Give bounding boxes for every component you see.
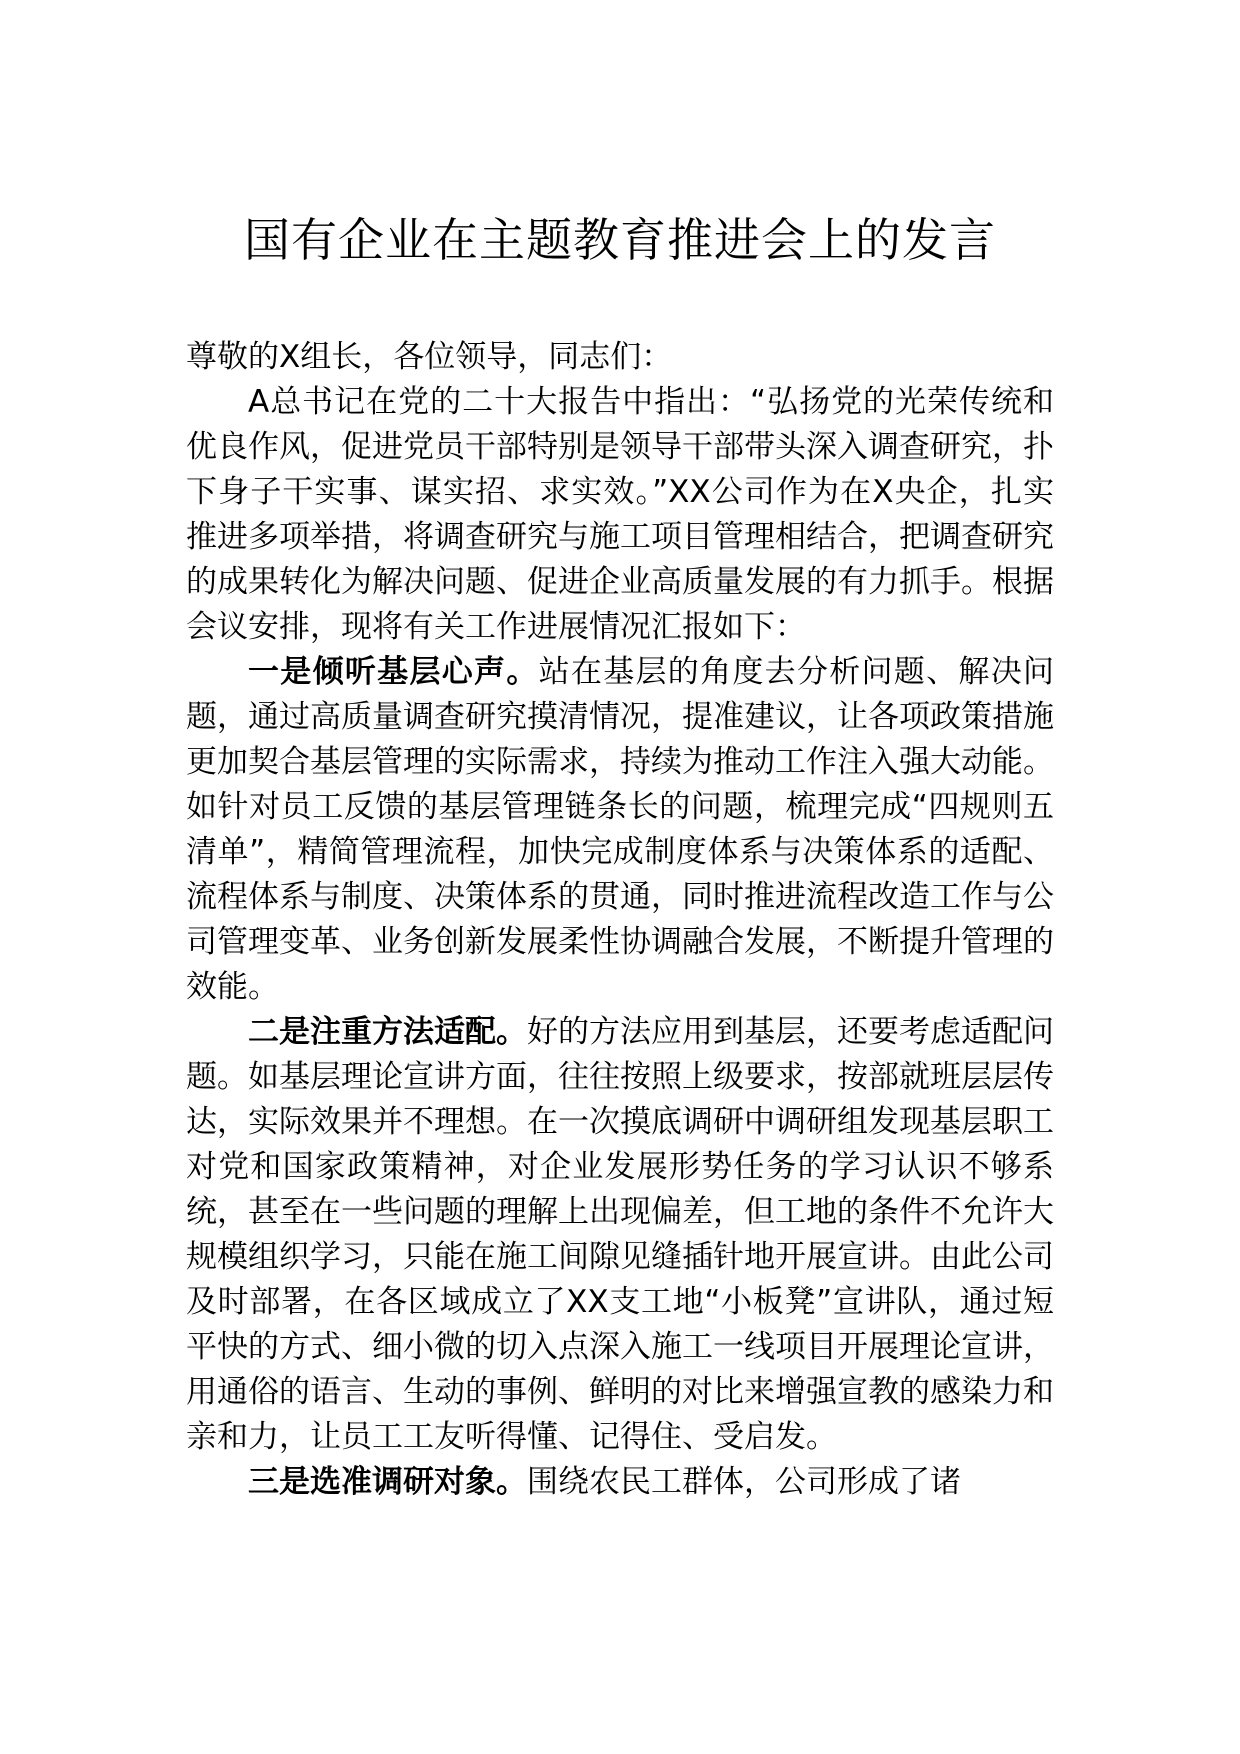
salutation: 尊敬的X组长，各位领导，同志们： bbox=[186, 339, 673, 375]
section-paragraph-1 bbox=[186, 650, 1054, 1010]
section-paragraph-2 bbox=[186, 1010, 1054, 1460]
intro-paragraph: A总书记在党的二十大报告中指出：“弘扬党的光荣传统和优良作风，促进党员干部特别是领导干部带头深入调查研究，扑下身子干实事、谋实招、求实效。”XX公司作为在X央企，扎实推进多项举措，将调查研究与施工项目管理相结合，把调查研究的成果转化为解决问题、促进企业高质量发展的有力抓手。根据会议安排，现将有关工作进展情况汇报如下： bbox=[186, 384, 1054, 645]
section-text-3: 围绕农民工群体，公司形成了诸 bbox=[527, 1464, 961, 1500]
document-body bbox=[186, 335, 1054, 1505]
section-text-2: 好的方法应用到基层，还要考虑适配问题。如基层理论宣讲方面，往往按照上级要求，按部就班层层传达，实际效果并不理想。在一次摸底调研中调研组发现基层职工对党和国家政策精神，对企业发展形势任务的学习认识不够系统，甚至在一些问题的理解上出现偏差，但工地的条件不允许大规模组织学习，只能在施工间隙见缝插针地开展宣讲。由此公司及时部署，在各区域成立了XX支工地“小板凳”宣讲队，通过短平快的方式、细小微的切入点深入施工一线项目开展理论宣讲，用通俗的语言、生动的事例、鲜明的对比来增强宣教的感染力和亲和力，让员工工友听得懂、记得住、受启发。 bbox=[186, 1014, 1054, 1455]
section-heading-2: 二是注重方法适配。 bbox=[248, 1014, 527, 1050]
section-heading-3: 三是选准调研对象。 bbox=[248, 1464, 527, 1500]
page-title: 国有企业在主题教育推进会上的发言 bbox=[244, 213, 996, 267]
section-paragraph-3 bbox=[186, 1460, 1054, 1505]
section-text-1: 站在基层的角度去分析问题、解决问题，通过高质量调查研究摸清情况，提准建议，让各项政策措施更加契合基层管理的实际需求，持续为推动工作注入强大动能。如针对员工反馈的基层管理链条长的问题，梳理完成“四规则五清单”，精简管理流程，加快完成制度体系与决策体系的适配、流程体系与制度、决策体系的贯通，同时推进流程改造工作与公司管理变革、业务创新发展柔性协调融合发展，不断提升管理的效能。 bbox=[186, 654, 1054, 1005]
section-heading-1: 一是倾听基层心声。 bbox=[248, 654, 539, 690]
